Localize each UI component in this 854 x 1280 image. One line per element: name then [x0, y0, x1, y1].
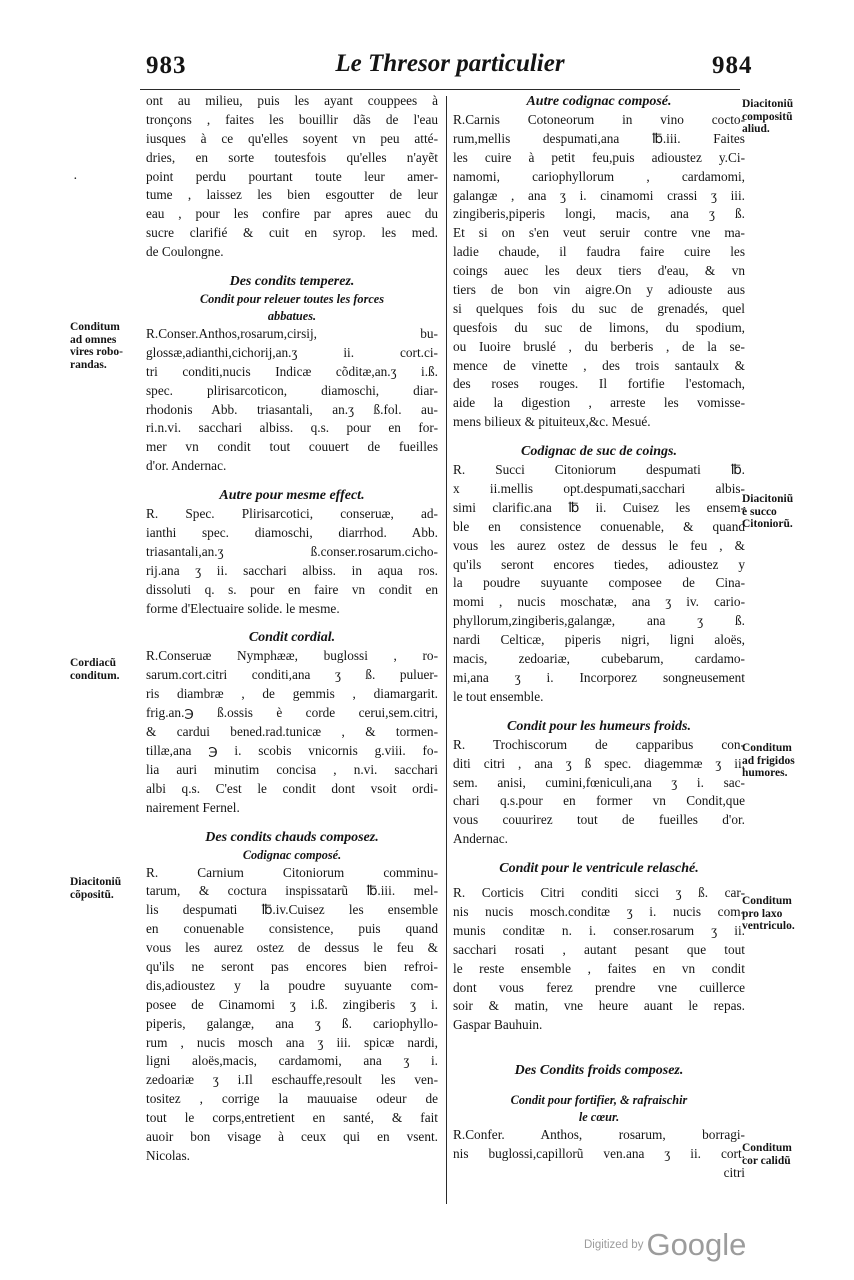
left-column: [146, 92, 438, 1166]
section-heading: Des Condits froids composez.: [514, 1063, 684, 1079]
recipe-paragraph: [146, 864, 438, 1166]
text-line: R.Carnis Cotoneorum in vino cocto-: [453, 112, 745, 127]
margin-note-line: cõpositũ.: [70, 888, 114, 901]
text-line: spec. plirisarcoticon, diamoschi, diar-: [146, 382, 438, 398]
section-heading: Autre pour mesme effect.: [219, 488, 365, 504]
text-line: R. Corticis Citri conditi sicci ʒ ß. car-: [453, 885, 745, 901]
margin-note-line: compositũ: [742, 110, 793, 123]
text-line: aide la digestion , arreste les vomisse-: [453, 395, 745, 411]
margin-note-line: pro laxo: [742, 907, 783, 920]
margin-note-line: Conditum: [742, 1142, 792, 1154]
text-line: qu'ils seront encores tiedes, adioustez y: [453, 556, 745, 572]
text-line: R. Trochiscorum de capparibus con-: [453, 736, 745, 752]
section-heading: Condit cordial.: [248, 630, 336, 646]
text-line: galangæ , ana ʒ i. cinamomi crassi ʒ iii.: [453, 187, 745, 203]
text-line: vous les aurez ostez de dessus le feu &: [146, 940, 438, 956]
right-page-number: 984: [712, 52, 753, 79]
margin-note: [70, 657, 144, 682]
text-line: sacchari rosati , autant pesant que tout: [453, 941, 745, 957]
text-line: iusques à ce qu'elles soyent vn peu atté-: [146, 130, 438, 146]
text-line: R.Confer. Anthos, rosarum, borragi-: [453, 1127, 745, 1143]
text-line: sucre clarifié & cuit en syrop. les med.: [146, 225, 438, 241]
text-line: tillæ,ana ℈ i. scobis vnicornis g.viii. fo-: [146, 742, 438, 758]
text-line: le reste ensemble , faites en vn condit: [453, 960, 745, 976]
text-line: triasantali,an.ʒ ß.conser.rosarum.cicho-: [146, 543, 438, 559]
text-line: zingiberis,piperis longi, macis, ana ʒ ß.: [453, 206, 745, 222]
margin-note-line: aliud.: [742, 123, 770, 135]
text-line: glossæ,adianthi,cichorij,an.ʒ ii. cort.ci-: [146, 344, 438, 360]
header-rule: [140, 89, 740, 90]
text-line: mens bilieux & pituiteux,&c. Mesué.: [453, 414, 651, 430]
text-line: zedoariæ ʒ i.Il eschauffe,resoult les ven-: [146, 1072, 438, 1088]
recipe-paragraph: [146, 647, 438, 817]
text-line: tiers de bon vin aigre.On y adiouste aus: [453, 282, 745, 298]
text-line: rum,mellis despumati,ana ℔.iii. Faites: [453, 130, 745, 146]
margin-note: [742, 895, 834, 933]
margin-note-line: Diacitoniũ: [70, 876, 122, 888]
text-line: ont au milieu, puis les ayant couppees à: [146, 93, 438, 108]
text-line: ris diambræ , de gemmis , diamargarit.: [146, 686, 438, 702]
text-line: vous couurirez tout de fueilles d'or.: [453, 812, 745, 828]
margin-note-line: ventriculo.: [742, 920, 795, 932]
section-heading: Des condits temperez.: [229, 274, 355, 290]
section-subheading: Condit pour fortifier, & rafraischir: [510, 1093, 688, 1108]
text-line: R. Succi Citoniorum despumati ℔.: [453, 462, 745, 478]
text-line: x ii.mellis opt.despumati,sacchari albis-: [453, 481, 745, 497]
text-line: momi , nucis moschatæ, ana ʒ iv. cario-: [453, 594, 745, 610]
text-line: Nicolas.: [146, 1147, 190, 1163]
text-line: rum , nucis mosch ana ʒ iii. spicæ nardi,: [146, 1034, 438, 1050]
text-line: piperis, galangæ, ana ʒ ß. cariophyllo-: [146, 1015, 438, 1031]
right-column: [453, 92, 745, 1183]
text-line: qu'ils ne seront pas encores bien refroi-: [146, 958, 438, 974]
text-line: vous les aurez ostez de dessus le feu , &: [453, 537, 745, 553]
text-line: ianthi spec. diamoschi, diarrhod. Abb.: [146, 525, 438, 541]
margin-note-line: conditum.: [70, 669, 120, 682]
text-line: R. Spec. Plirisarcotici, conseruæ, ad-: [146, 506, 438, 522]
margin-note-line: Conditum: [742, 895, 792, 907]
text-line: nardi Celticæ, piperis nigri, ligni aloës,: [453, 632, 745, 648]
section-subheading: le cœur.: [578, 1110, 620, 1125]
text-line: auoir bon visage à ceux qui en vsent.: [146, 1128, 438, 1144]
text-line: les cuire à petit feu,puis adioustez y.Ci-: [453, 149, 745, 165]
margin-note-line: ad omnes: [70, 333, 117, 346]
recipe-paragraph: [453, 1126, 745, 1183]
text-line: de Coulongne.: [146, 244, 224, 260]
text-line: tri conditi,nucis Indicæ cõditæ,an.ʒ i.ß.: [146, 363, 438, 379]
margin-note-line: cor calidũ: [742, 1154, 791, 1167]
text-line: mer vn condit tout couuert de fueilles: [146, 439, 438, 455]
recipe-paragraph: [453, 111, 745, 432]
text-line: forme d'Electuaire solide. le mesme.: [146, 600, 340, 616]
text-line: dont vous ferez prendre vne cuillerce: [453, 979, 745, 995]
margin-note-line: Cordiacũ: [70, 657, 116, 669]
section-heading: Codignac de suc de coings.: [521, 444, 677, 460]
text-line: diti citri , ana ʒ ß spec. diagemmæ ʒ ii.: [453, 755, 745, 771]
text-line: ou Iuoire bruslé , du berberis , de la se-: [453, 338, 745, 354]
text-line: quesfois du suc de limons, du spodium,: [453, 319, 745, 335]
margin-note-line: Conditum: [70, 321, 120, 333]
text-line: tout le corps,entretient en santé, & fait: [146, 1110, 438, 1126]
text-line: ladie chaude, il faudra faire cuire les: [453, 244, 745, 260]
recipe-paragraph: [453, 736, 745, 849]
text-line: Gaspar Bauhuin.: [453, 1017, 543, 1033]
continuation-paragraph: [146, 92, 438, 262]
section-subheading: Codignac composé.: [242, 847, 342, 862]
text-line: lia auri minutim concisa , n.vi. sacchari: [146, 761, 438, 777]
watermark-prefix: Digitized by: [584, 1239, 644, 1251]
text-line: ble en consistence conuenable, & quand: [453, 518, 745, 534]
text-line: point perdu pourtant toute leur amer-: [146, 168, 438, 184]
text-line: coings auec les deux tiers d'eau, & vn: [453, 263, 745, 279]
margin-note: [742, 98, 834, 136]
section-heading: Autre codignac composé.: [526, 94, 672, 109]
text-line: sarum.cort.citri conditi,ana ʒ ß. puluer-: [146, 667, 438, 683]
margin-note: [70, 321, 144, 371]
text-line: si quelques fois du suc de grenadés, quel: [453, 300, 745, 316]
section-subheading: abbatues.: [267, 309, 317, 324]
google-logo: Google: [646, 1227, 747, 1262]
margin-note-line: è succo: [742, 505, 777, 518]
margin-note-line: humores.: [742, 767, 788, 779]
text-line: tositez , corrige la mauuaise odeur de: [146, 1091, 438, 1107]
text-line: Et si on s'en veut seruir contre vne ma-: [453, 225, 745, 241]
margin-note-line: Conditum: [742, 742, 792, 754]
text-line: le tout ensemble.: [453, 688, 544, 704]
text-line: phyllorum,zingiberis,galangæ, ana ʒ ß.: [453, 613, 745, 629]
text-line: dissoluti q. s. pour en faire vn condit en: [146, 581, 438, 597]
text-line: d'or. Andernac.: [146, 458, 227, 474]
recipe-paragraph: [453, 884, 745, 1035]
text-line: soir & matin, vne heure auant le repas.: [453, 998, 745, 1014]
margin-note: [742, 1142, 834, 1167]
margin-note: [70, 876, 144, 901]
margin-note-line: ad frigidos: [742, 754, 795, 767]
recipe-paragraph: [453, 461, 745, 707]
text-line: Andernac.: [453, 831, 509, 847]
running-title: Le Thresor particulier: [335, 50, 565, 77]
text-line: R.Conser.Anthos,rosarum,cirsij, bu-: [146, 326, 438, 342]
text-line: ligni aloës,macis, cardamomi, ana ʒ i.: [146, 1053, 438, 1069]
text-line: simi clarific.ana ℔ ii. Cuisez les ensem-: [453, 499, 745, 515]
text-line: mi,ana ʒ i. Incorporez songneusement: [453, 669, 745, 685]
margin-note-line: Diacitoniũ: [742, 98, 794, 110]
text-line: des roses rouges. Il fortifie l'estomach,: [453, 376, 745, 392]
text-line: ri.n.vi. sacchari albiss. q.s. pour en for-: [146, 420, 438, 436]
section-heading: Condit pour le ventricule relasché.: [499, 861, 699, 877]
text-line: albi q.s. C'est le condit dont vsoit ordi-: [146, 780, 438, 796]
text-line: la poudre suyuante composee de Cina-: [453, 575, 745, 591]
section-heading: Condit pour les humeurs froids.: [507, 718, 691, 734]
text-line: R.Conseruæ Nymphææ, buglossi , ro-: [146, 648, 438, 664]
margin-mark: ·: [73, 172, 78, 187]
text-line: tume , laissez les bien esgoutter de leur: [146, 187, 438, 203]
text-line: mence de vinette , des trois santaulx &: [453, 357, 745, 373]
text-line: macis, zedoariæ, cubebarum, cardamo-: [453, 651, 745, 667]
text-line: eau , pour les confire par apres auec du: [146, 206, 438, 222]
margin-note-line: randas.: [70, 358, 107, 371]
recipe-paragraph: [146, 505, 438, 618]
text-line: nis nucis mosch.conditæ ʒ i. nucis com-: [453, 903, 745, 919]
section-heading: Des condits chauds composez.: [205, 829, 379, 845]
text-line: posee de Cinamomi ʒ i.ß. zingiberis ʒ i.: [146, 996, 438, 1012]
left-page-number: 983: [146, 52, 187, 79]
text-line: nis buglossi,capillorũ ven.ana ʒ ii. cort.: [453, 1146, 745, 1162]
margin-note-line: vires robo-: [70, 346, 123, 358]
text-line: rhodonis Abb. triasantali, an.ʒ ß.fol. au-: [146, 401, 438, 417]
text-line: dries, en sorte toutesfois qu'elles n'ayẽt: [146, 149, 438, 165]
text-line: R. Carnium Citoniorum comminu-: [146, 864, 438, 880]
text-line: namomi, cariophyllorum , cardamomi,: [453, 168, 745, 184]
text-line: tronçons , faites les bouillir dãs de l'eau: [146, 111, 438, 127]
text-line: citri: [723, 1164, 745, 1180]
text-line: rij.ana ʒ ii. sacchari albiss. in aqua ros.: [146, 562, 438, 578]
margin-note: [742, 493, 834, 531]
text-line: nairement Fernel.: [146, 799, 240, 815]
digitized-by-watermark: [584, 1227, 746, 1263]
margin-note: [742, 742, 834, 780]
text-line: tarum, & coctura inspissatarũ ℔.iii. mel-: [146, 883, 438, 899]
margin-note-line: Diacitoniũ: [742, 493, 794, 505]
text-line: sem. anisi, cumini,fœniculi,ana ʒ i. sac-: [453, 774, 745, 790]
text-line: dis,adioustez y la poudre suyuante com-: [146, 977, 438, 993]
text-line: munis conditæ n. i. conser.rosarum ʒ ii.: [453, 922, 745, 938]
section-subheading: Condit pour releuer toutes les forces: [199, 292, 385, 307]
text-line: en conuenable consistence, puis quand: [146, 921, 438, 937]
column-divider: [446, 96, 447, 1204]
text-line: chari q.s.pour en former vn Condit,que: [453, 793, 745, 809]
text-line: lis despumati ℔.iv.Cuisez les ensemble: [146, 902, 438, 918]
text-line: frig.an.℈ ß.ossis è corde cerui,sem.citri,: [146, 705, 438, 721]
margin-note-line: Citoniorũ.: [742, 518, 793, 530]
text-line: & cardui bened.rad.tunicæ , & tormen-: [146, 724, 438, 740]
recipe-paragraph: [146, 325, 438, 476]
